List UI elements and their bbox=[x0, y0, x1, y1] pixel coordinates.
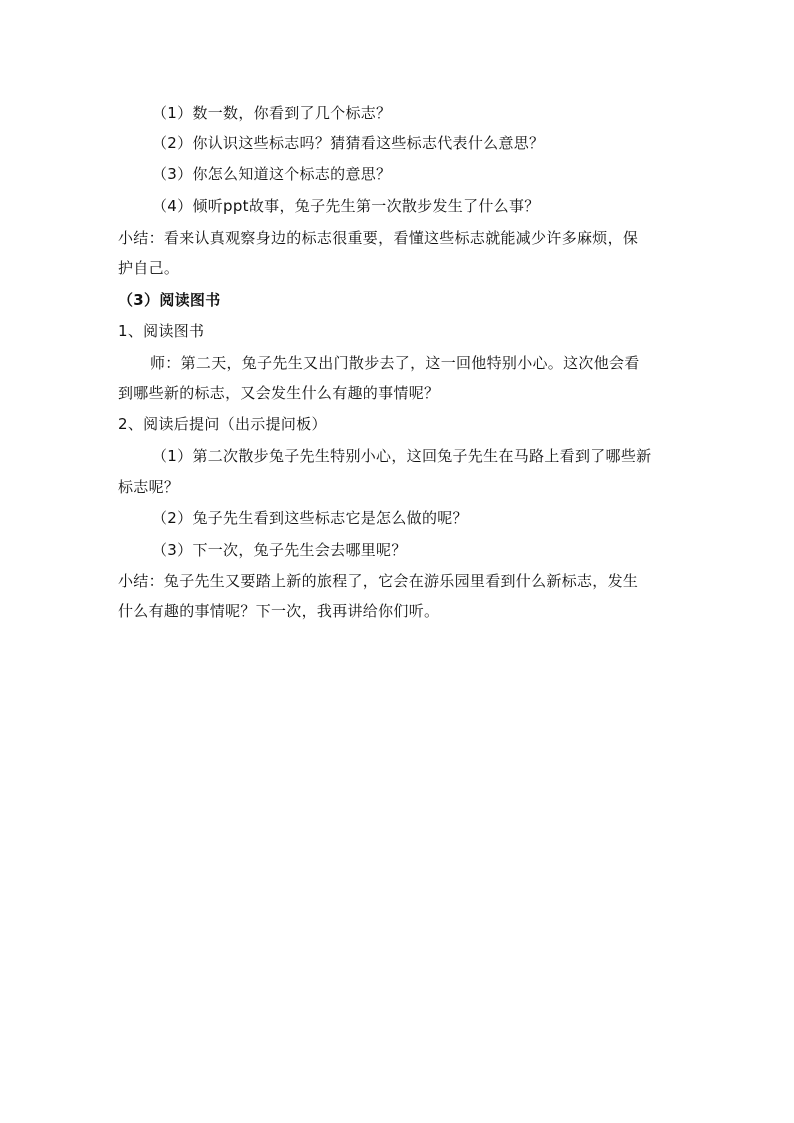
question-count-signs: （1）数一数，你看到了几个标志？ bbox=[152, 104, 392, 122]
reading-question-2: （2）兔子先生看到这些标志它是怎么做的呢？ bbox=[152, 509, 468, 527]
section-heading-reading: （3）阅读图书 bbox=[118, 291, 221, 309]
reading-question-3: （3）下一次，兔子先生会去哪里呢？ bbox=[152, 541, 407, 559]
question-know-meaning: （3）你怎么知道这个标志的意思？ bbox=[152, 165, 392, 183]
teacher-line-2: 到哪些新的标志，又会发生什么有趣的事情呢？ bbox=[118, 384, 440, 402]
question-listen-story: （4）倾听ppt故事，兔子先生第一次散步发生了什么事？ bbox=[152, 197, 540, 215]
summary-1-line-2: 护自己。 bbox=[118, 259, 180, 277]
question-recognize-signs: （2）你认识这些标志吗？猜猜看这些标志代表什么意思？ bbox=[152, 134, 545, 152]
reading-question-1-line-1: （1）第二次散步兔子先生特别小心，这回兔子先生在马路上看到了哪些新 bbox=[152, 447, 652, 465]
step-2-heading: 2、阅读后提问（出示提问板） bbox=[118, 415, 327, 433]
step-1-heading: 1、阅读图书 bbox=[118, 322, 205, 340]
reading-question-1-line-2: 标志呢？ bbox=[118, 478, 180, 496]
teacher-line-1: 师：第二天，兔子先生又出门散步去了，这一回他特别小心。这次他会看 bbox=[150, 354, 640, 372]
summary-2-line-2: 什么有趣的事情呢？下一次，我再讲给你们听。 bbox=[118, 602, 440, 620]
summary-1-line-1: 小结：看来认真观察身边的标志很重要，看懂这些标志就能减少许多麻烦，保 bbox=[118, 229, 639, 247]
summary-2-line-1: 小结：兔子先生又要踏上新的旅程了，它会在游乐园里看到什么新标志，发生 bbox=[118, 572, 639, 590]
